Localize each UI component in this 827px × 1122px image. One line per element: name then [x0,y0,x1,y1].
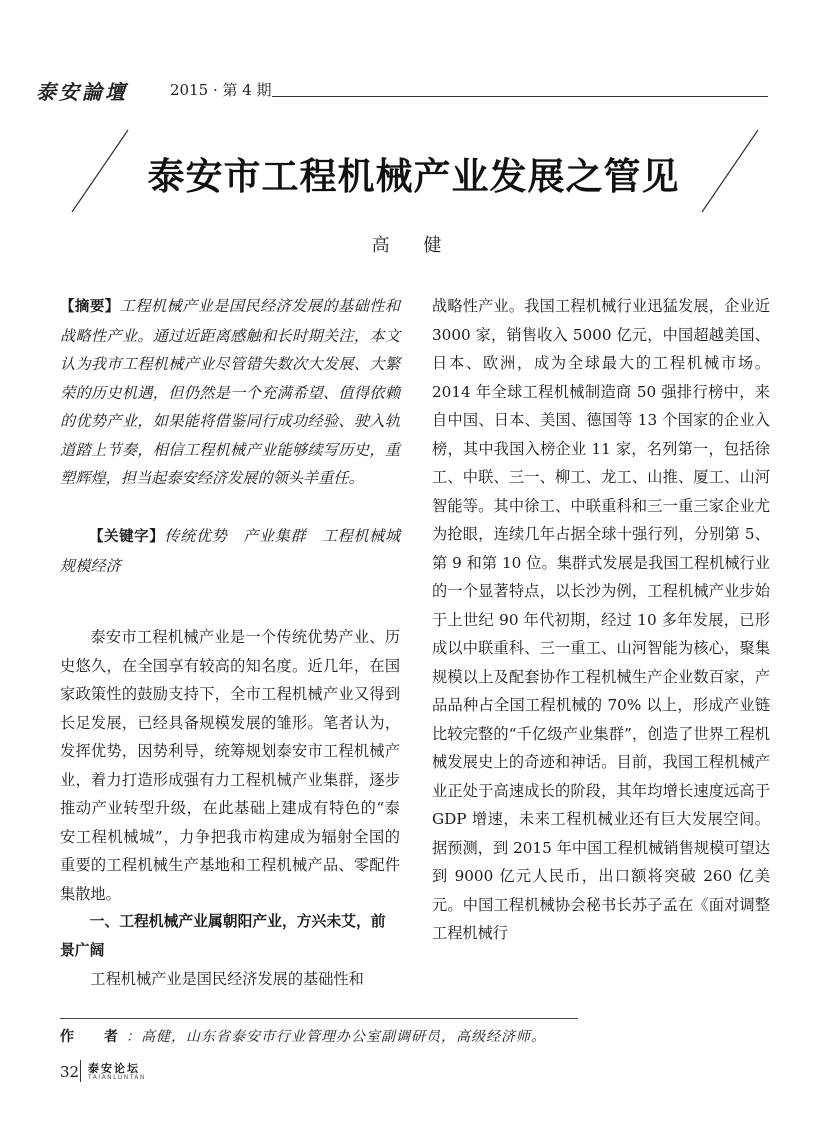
footnote-text: ：高健，山东省泰安市行业管理办公室副调研员，高级经济师。 [126,1029,546,1045]
right-column-body [432,292,770,948]
page-number: 32 [60,1063,80,1081]
keywords-label: 【关键字】 [89,529,165,545]
abstract-text: 工程机械产业是国民经济发展的基础性和战略性产业。通过近距离感触和长时期关注，本文认为我市工程机械产业尽管错失数次大发展、大繁荣的历史机遇，但仍然是一个充满希望、值得依赖的优势产业，如果能将借鉴同行成功经验、驶入轨道踏上节奏，相信工程机械产业能够续写历史，重塑辉煌，担当起泰安经济发展的领头羊重任。 [60,297,401,487]
article-title: 泰安市工程机械产业发展之管见 [147,155,680,198]
abstract-label: 【摘要】 [60,299,120,315]
article-author: 高 健 [371,235,456,256]
abstract [60,292,400,493]
author-footnote [60,1026,546,1046]
issue-label: 2015 · 第 4 期 [170,81,272,99]
keywords [60,522,400,580]
journal-name: 泰安論壇 [36,80,128,104]
body-paragraph: 战略性产业。我国工程机械行业迅猛发展，企业近 3000 家，销售收入 5000 亿元，中国超越美国、日本、欧洲，成为全球最大的工程机械市场。2014 年全球工程机械制造商 50 强排行榜中，来自中国、日本、美国、德国等 13 个国家的企业入榜，其中我国入榜企业 11 家，名列第一，包括徐工、中联、三一、柳工、龙工、山推、厦工、山河智能等。其中徐工、中联重科和三一重三家企业尤为抢眼，连续几年占据全球十强行列，分别第 5、第 9 和第 10 位。集群式发展是我国工程机械行业的一个显著特点，以长沙为例，工程机械产业步始于上世纪 90 年代初期，经过 10 多年发展，已形成以中联重科、三一重工、山河智能为核心，聚集规模以上及配套协作工程机械生产企业数百家，产品品种占全国工程机械的 70% 以上，形成产业链比较完整的“千亿级产业集群”，创造了世界工程机械发展史上的奇迹和神话。目前，我国工程机械产业正处于高速成长的阶段，其年均增长速度远高于 GDP 增速，未来工程机械业还有巨大发展空间。据预测，到 2015 年中国工程机械销售规模可望达到 9000 亿元人民币，出口额将突破 260 亿美元。中国工程机械协会秘书长苏子孟在《面对调整工程机械行 [432,297,770,942]
footnote-label: 作 者 [60,1029,126,1045]
footer-divider [80,1060,81,1082]
body-paragraph: 泰安市工程机械产业是一个传统优势产业、历史悠久，在全国享有较高的知名度。近几年，在国家政策性的鼓励支持下，全市工程机械产业又得到长足发展，已经具备规模发展的雏形。笔者认为，发挥优势，因势利导，统筹规划泰安市工程机械产业，着力打造形成强有力工程机械产业集群，逐步推动产业转型升级，在此基础上建成有特色的“泰安工程机械城”，力争把我市构建成为辐射全国的重要的工程机械生产基地和工程机械产品、零配件集散地。 [60,628,400,903]
keywords-text: 传统优势 产业集群 工程机械城 规模经济 [60,527,400,575]
footnote-rule [60,1018,578,1019]
body-paragraph: 工程机械产业是国民经济发展的基础性和 [90,970,364,988]
left-column-body [60,623,400,994]
header-rule [272,96,768,97]
section-heading: 一、工程机械产业属朝阳产业，方兴未艾，前景广阔 [60,913,386,959]
footer-brand: 泰安论坛 [88,1062,140,1075]
footer-brand-pinyin: TAIANLUNTAN [88,1074,146,1081]
